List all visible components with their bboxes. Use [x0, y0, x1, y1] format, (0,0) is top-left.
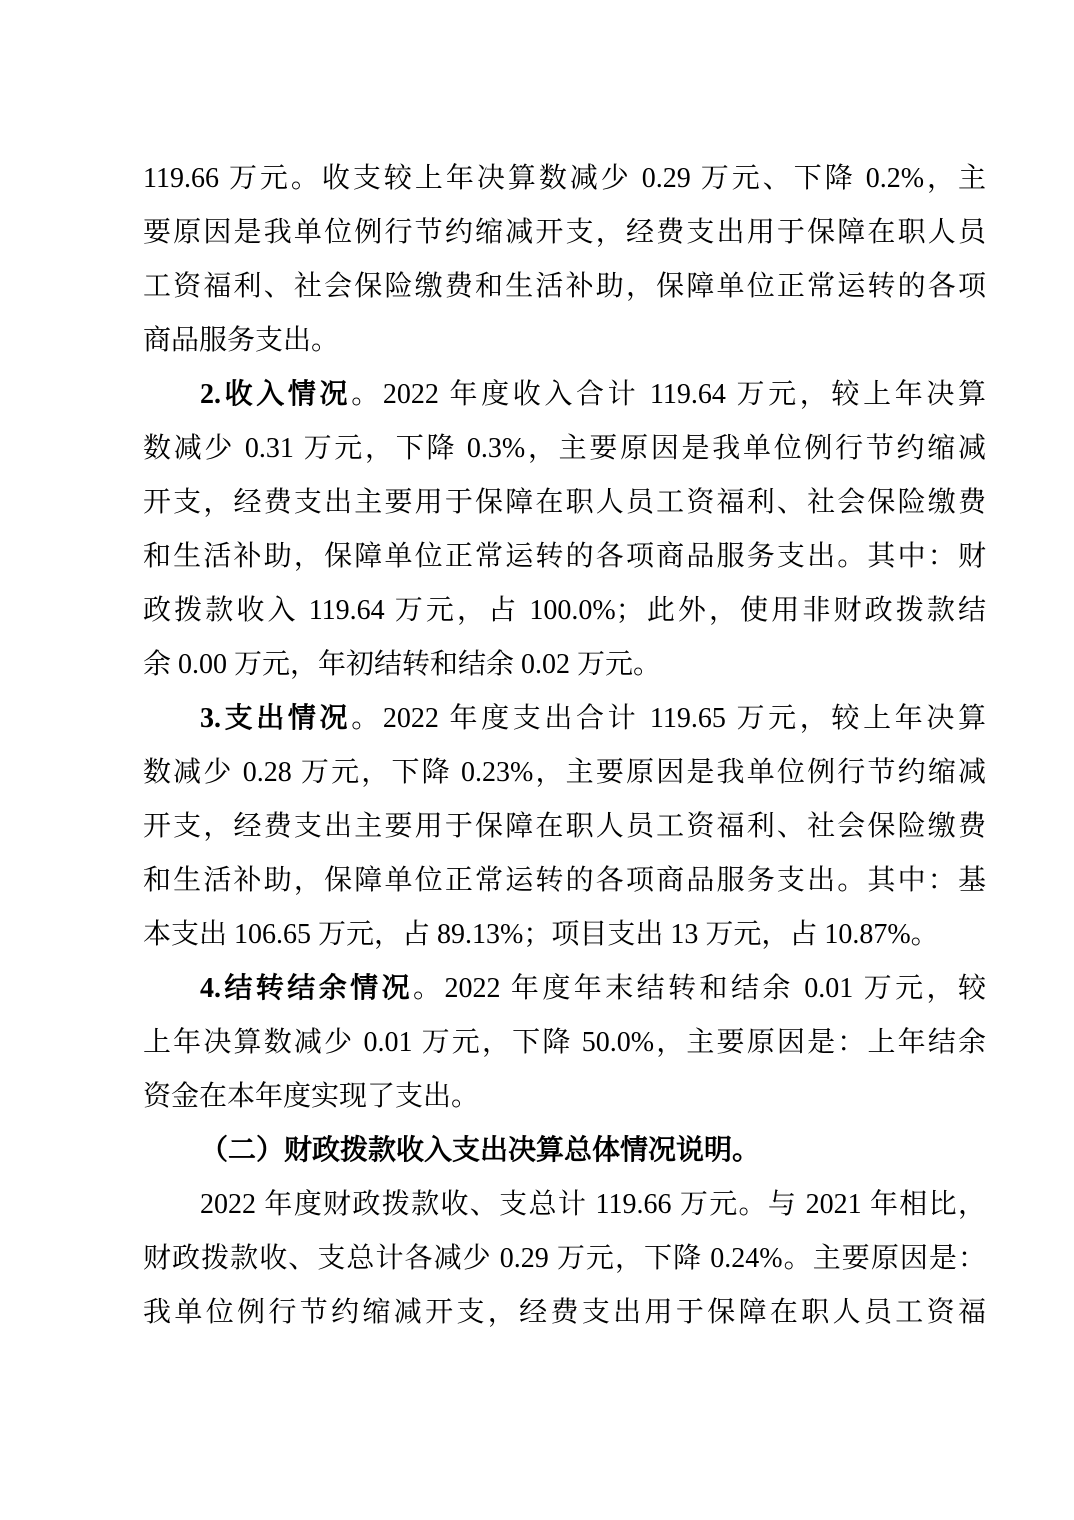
text-run: 开支，经费支出主要用于保障在职人员工资福利、社会保险缴费 [143, 487, 986, 518]
text-line [143, 584, 986, 638]
text-run: 数减少 0.31 万元，下降 0.3%，主要原因是我单位例行节约缩减 [143, 433, 986, 464]
heading-run: 2.收入情况 [200, 379, 352, 410]
text-line [143, 962, 986, 1016]
text-line [143, 476, 986, 530]
text-run: 和生活补助，保障单位正常运转的各项商品服务支出。其中：基 [143, 865, 986, 896]
text-line [143, 1232, 986, 1286]
text-line [143, 530, 986, 584]
text-run: 本支出 106.65 万元，占 89.13%；项目支出 13 万元，占 10.87%。 [143, 919, 939, 950]
text-run: 工资福利、社会保险缴费和生活补助，保障单位正常运转的各项 [143, 271, 986, 302]
text-line [143, 1124, 986, 1178]
text-run: 开支，经费支出主要用于保障在职人员工资福利、社会保险缴费 [143, 811, 986, 842]
text-line [143, 152, 986, 206]
heading-run: （二）财政拨款收入支出决算总体情况说明。 [200, 1135, 761, 1166]
text-run: 。2022 年度支出合计 119.65 万元，较上年决算 [351, 703, 986, 734]
text-run: 119.66 万元。收支较上年决算数减少 0.29 万元、下降 0.2%，主 [143, 163, 986, 194]
text-run: 2022 年度财政拨款收、支总计 119.66 万元。与 2021 年相比， [200, 1189, 986, 1220]
text-run: 政拨款收入 119.64 万元，占 100.0%；此外，使用非财政拨款结 [143, 595, 986, 626]
text-run: 商品服务支出。 [143, 325, 340, 356]
text-run: 和生活补助，保障单位正常运转的各项商品服务支出。其中：财 [143, 541, 986, 572]
heading-run: 4.结转结余情况 [200, 973, 414, 1004]
text-run: 余 0.00 万元，年初结转和结余 0.02 万元。 [143, 649, 662, 680]
text-run: 。2022 年度年末结转和结余 0.01 万元，较 [413, 973, 986, 1004]
text-line [143, 368, 986, 422]
text-line [143, 206, 986, 260]
text-run: 我单位例行节约缩减开支，经费支出用于保障在职人员工资福 [143, 1297, 986, 1328]
text-line [143, 746, 986, 800]
text-run: 上年决算数减少 0.01 万元，下降 50.0%，主要原因是：上年结余 [143, 1027, 986, 1058]
text-line [143, 1016, 986, 1070]
text-run: 要原因是我单位例行节约缩减开支，经费支出用于保障在职人员 [143, 217, 986, 248]
text-run: 。2022 年度收入合计 119.64 万元，较上年决算 [351, 379, 986, 410]
text-line [143, 854, 986, 908]
heading-run: 3.支出情况 [200, 703, 352, 734]
text-line [143, 638, 986, 692]
text-run: 财政拨款收、支总计各减少 0.29 万元，下降 0.24%。主要原因是： [143, 1243, 986, 1274]
text-run: 数减少 0.28 万元，下降 0.23%，主要原因是我单位例行节约缩减 [143, 757, 986, 788]
text-line [143, 908, 986, 962]
text-line [143, 800, 986, 854]
text-line [143, 1286, 986, 1340]
document-body [143, 152, 986, 1340]
text-line [143, 1178, 986, 1232]
text-run: 资金在本年度实现了支出。 [143, 1081, 480, 1112]
text-line [143, 260, 986, 314]
text-line [143, 422, 986, 476]
text-line [143, 314, 986, 368]
text-line [143, 692, 986, 746]
text-line [143, 1070, 986, 1124]
